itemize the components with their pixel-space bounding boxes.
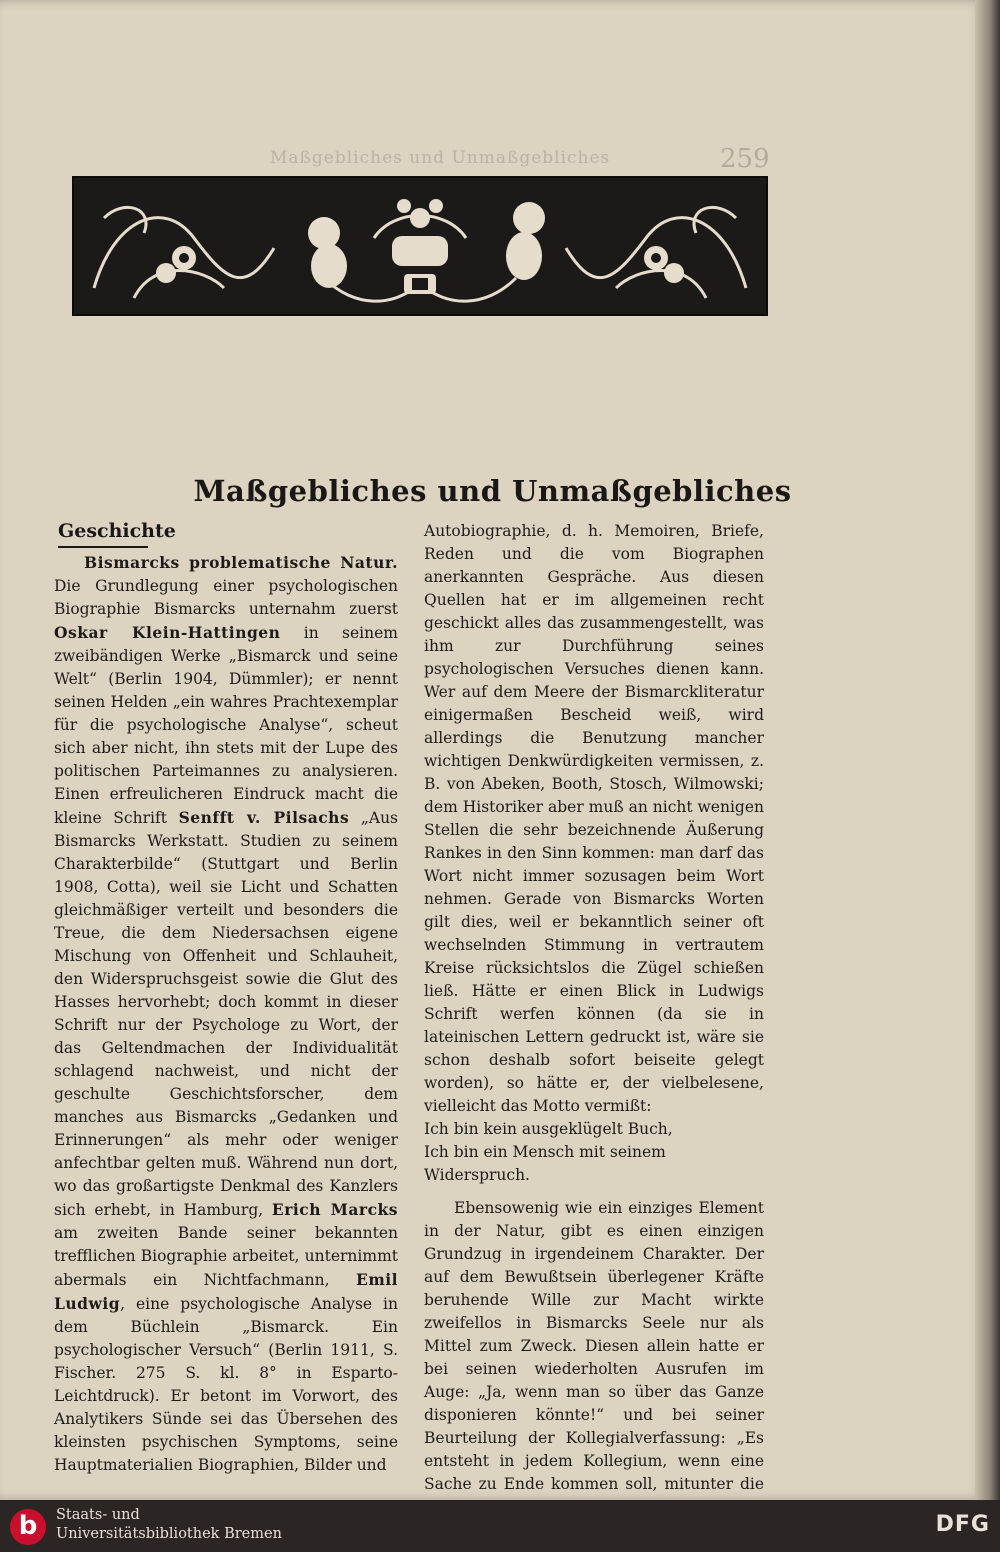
dfg-logo[interactable]: DFG [935,1512,990,1537]
author-name: Emil Ludwig [54,1270,398,1313]
section-heading: Geschichte [58,520,176,542]
library-logo-icon[interactable]: b [10,1509,46,1545]
author-name: Erich Marcks [271,1200,398,1219]
left-paragraph [54,551,398,1477]
paragraph-title: Bismarcks problematische Natur. [84,553,398,572]
motto-line: Ich bin kein ausgeklügelt Buch, [424,1120,673,1138]
library-footer [0,1500,1000,1552]
right-paragraph-continued: Autobiographie, d. h. Memoiren, Briefe, Reden und die vom Biographen anerkannten Gespräche. Aus diesen Quellen hat er im allgemeinen recht geschickt alles das zusammengestellt, was ihm zur Durchführung seines psychologischen Versuches dienen kann. Wer auf dem Meere der Bismarckliteratur einigermaßen Bescheid weiß, wird allerdings die Benutzung mancher wichtigen Denkwürdigkeiten vermissen, z. B. von Abeken, Booth, Stosch, Wilmowski; dem Historiker aber muß an nicht wenigen Stellen die sehr bezeichnende Äußerung Rankes in den Sinn kommen: man darf das Wort nicht immer sozusagen beim Wort nehmen. Gerade von Bismarcks Worten gilt dies, weil er bekanntlich seiner oft wechselnden Stimmung in vertrautem Kreise rücksichtslos die Zügel schießen ließ. Hätte er einen Blick in Ludwigs Schrift werfen können (da sie in lateinischen Lettern gedruckt ist, wäre sie schon deshalb sofort beiseite gelegt worden), so hätte er, der vielbelesene, vielleicht das Motto vermißt: [424,522,764,1115]
bleed-through-page-number: 259 [720,144,770,174]
text-run: „Aus Bismarcks Werkstatt. Studien zu seinem Charakterbilde“ (Stuttgart und Berlin 1908, Cotta), weil sie Licht und Schatten gleichmäßiger verteilt und besonders die Treue, die dem Niedersachsen eigene Mischung von Offenheit und Schlauheit, den Widerspruchsgeist sowie die Glut des Hasses hervorhebt; doch kommt in dieser Schrift nur der Psychologe zu Wort, der das Geltendmachen der Individualität schlagend nachweist, und nicht der geschulte Geschichtsforscher, dem manches aus Bismarcks „Gedanken und Erinnerungen“ als mehr oder weniger anfechtbar gelten muß. Während nun dort, wo das großartigste Denkmal des Kanzlers sich erhebt, in Hamburg, [54,809,399,1219]
ornament-illustration [74,178,766,314]
motto-quote [424,1118,764,1187]
text-run: Die Grundlegung einer psychologischen Biographie Bismarcks unternahm zuerst [54,577,398,618]
bleed-through-title: Maßgebliches und Unmaßgebliches [270,148,611,168]
text-run: am zweiten Bande seiner bekannten trefflichen Biographie arbeitet, unternimmt abermals ein Nichtfachmann, [54,1224,398,1289]
ornamental-banner [72,176,768,316]
motto-line: Ich bin ein Mensch mit seinem Widerspruch. [424,1143,666,1184]
article-headline: Maßgebliches und Unmaßgebliches [193,474,792,508]
library-name-line1[interactable]: Staats- und [56,1507,140,1523]
text-run: , eine psychologische Analyse in dem Büchlein „Bismarck. Ein psychologischer Versuch“ (Berlin 1911, S. Fischer. 275 S. kl. 8° in Esparto-Leichtdruck). Er betont im Vorwort, des Analytikers Sünde sei das Übersehen des kleinsten psychischen Symptoms, seine Hauptmaterialien Biographien, Bilder und [54,1295,398,1474]
author-name: Oskar Klein-Hattingen [54,623,281,642]
section-heading-underline [58,546,148,548]
right-text-column [424,520,764,1519]
library-name-line2[interactable]: Universitätsbibliothek Bremen [56,1526,282,1542]
left-text-column [54,551,398,1477]
right-paragraph: Ebensowenig wie ein einziges Element in der Natur, gibt es einen einzigen Grundzug in irgendeinem Charakter. Der auf dem Bewußtsein überlegener Kräfte beruhende Wille zur Macht wirkte zweifellos in Bismarcks Seele nur als Mittel zum Zweck. Diesen allein hatte er bei seinen wiederholten Ausrufen im Auge: „Ja, wenn man so über das Ganze disponieren könnte!“ und bei seiner Beurteilung der Kollegialverfassung: „Es entsteht in jedem Kollegium, wenn eine Sache zu Ende kommen soll, mitunter die [424,1199,764,1493]
author-name: Senfft v. Pilsachs [178,808,350,827]
bleed-through-header [270,148,780,168]
page-edge-shadow [975,0,1000,1500]
text-run: in seinem zweibändigen Werke „Bismarck und seine Welt“ (Berlin 1904, Dümmler); er nennt seinen Helden „ein wahres Prachtexemplar für die psychologische Analyse“, scheut sich aber nicht, ihn stets mit der Lupe des politischen Parteimannes zu analysieren. Einen erfreulicheren Eindruck macht die kleine Schrift [54,624,398,827]
